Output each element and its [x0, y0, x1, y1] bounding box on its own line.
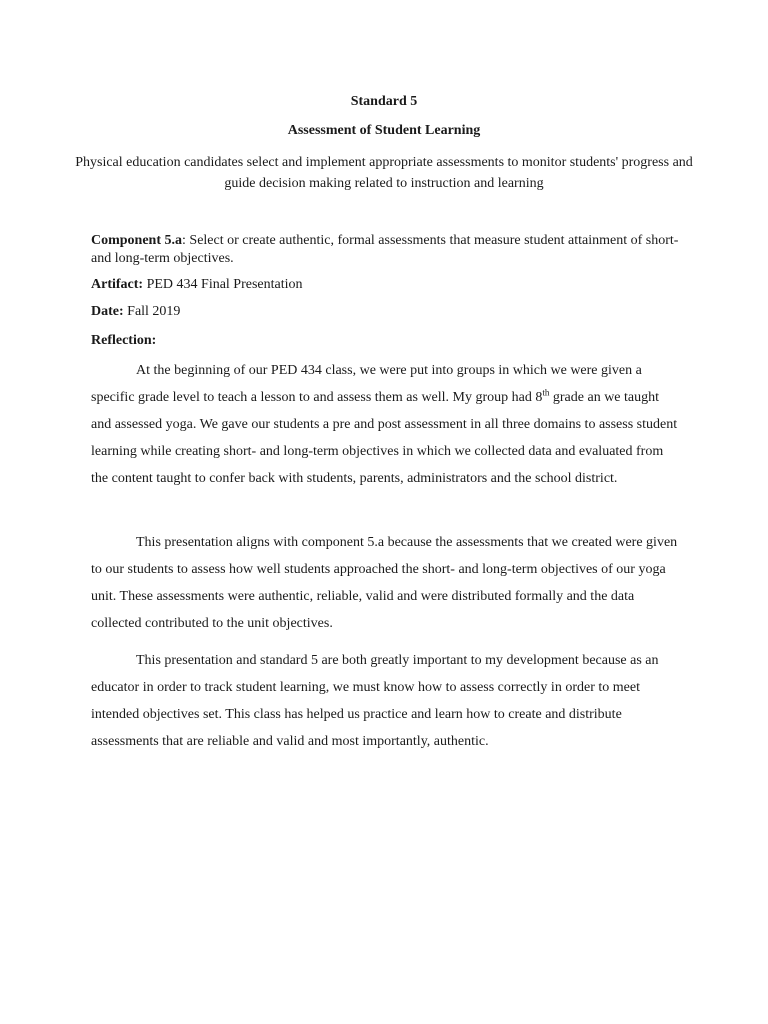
component-text: : Select or create authentic, formal assessments that measure student attainment of short- and long-term objectives.: [91, 233, 679, 266]
paragraph-1-text-b: grade an we taught and assessed yoga. We gave our students a pre and post assessment in all three domains to assess student learning while creating short- and long-term objectives in which we collected data and evaluated from the content taught to confer back with students, parents, administrators and the school district.: [91, 390, 678, 486]
standard-description: Physical education candidates select and implement appropriate assessments to monitor students' progress and guide decision making related to instruction and learning: [75, 155, 693, 191]
date-value: Fall 2019: [123, 304, 181, 319]
component-line: [91, 232, 691, 268]
reflection-heading: Reflection:: [91, 333, 157, 348]
reflection-paragraph-1: [91, 357, 681, 492]
artifact-line: [91, 277, 691, 293]
ordinal-suffix: th: [542, 387, 550, 398]
reflection-paragraph-3: This presentation and standard 5 are both greatly important to my development because as an educator in order to track student learning, we must know how to assess correctly in order to meet intended objectives set. This class has helped us practice and learn how to create and distribute assessments that are reliable and valid and most importantly, authentic.: [91, 653, 659, 749]
standard-subtitle: Assessment of Student Learning: [287, 123, 481, 138]
standard-title: Standard 5: [350, 94, 418, 109]
paragraph-1-text-a: At the beginning of our PED 434 class, we were put into groups in which we were given a specific grade level to teach a lesson to and assess them as well. My group had 8: [91, 363, 642, 405]
artifact-value: PED 434 Final Presentation: [143, 277, 303, 292]
date-label: Date:: [91, 304, 124, 319]
reflection-paragraph-2: This presentation aligns with component 5.a because the assessments that we created were given to our students to assess how well students approached the short- and long-term objectives of our yoga unit. These assessments were authentic, reliable, valid and were distributed formally and the data collected contributed to the unit objectives.: [91, 535, 678, 631]
component-label: Component 5.a: [91, 233, 183, 248]
date-line: [91, 304, 691, 320]
artifact-label: Artifact:: [91, 277, 144, 292]
